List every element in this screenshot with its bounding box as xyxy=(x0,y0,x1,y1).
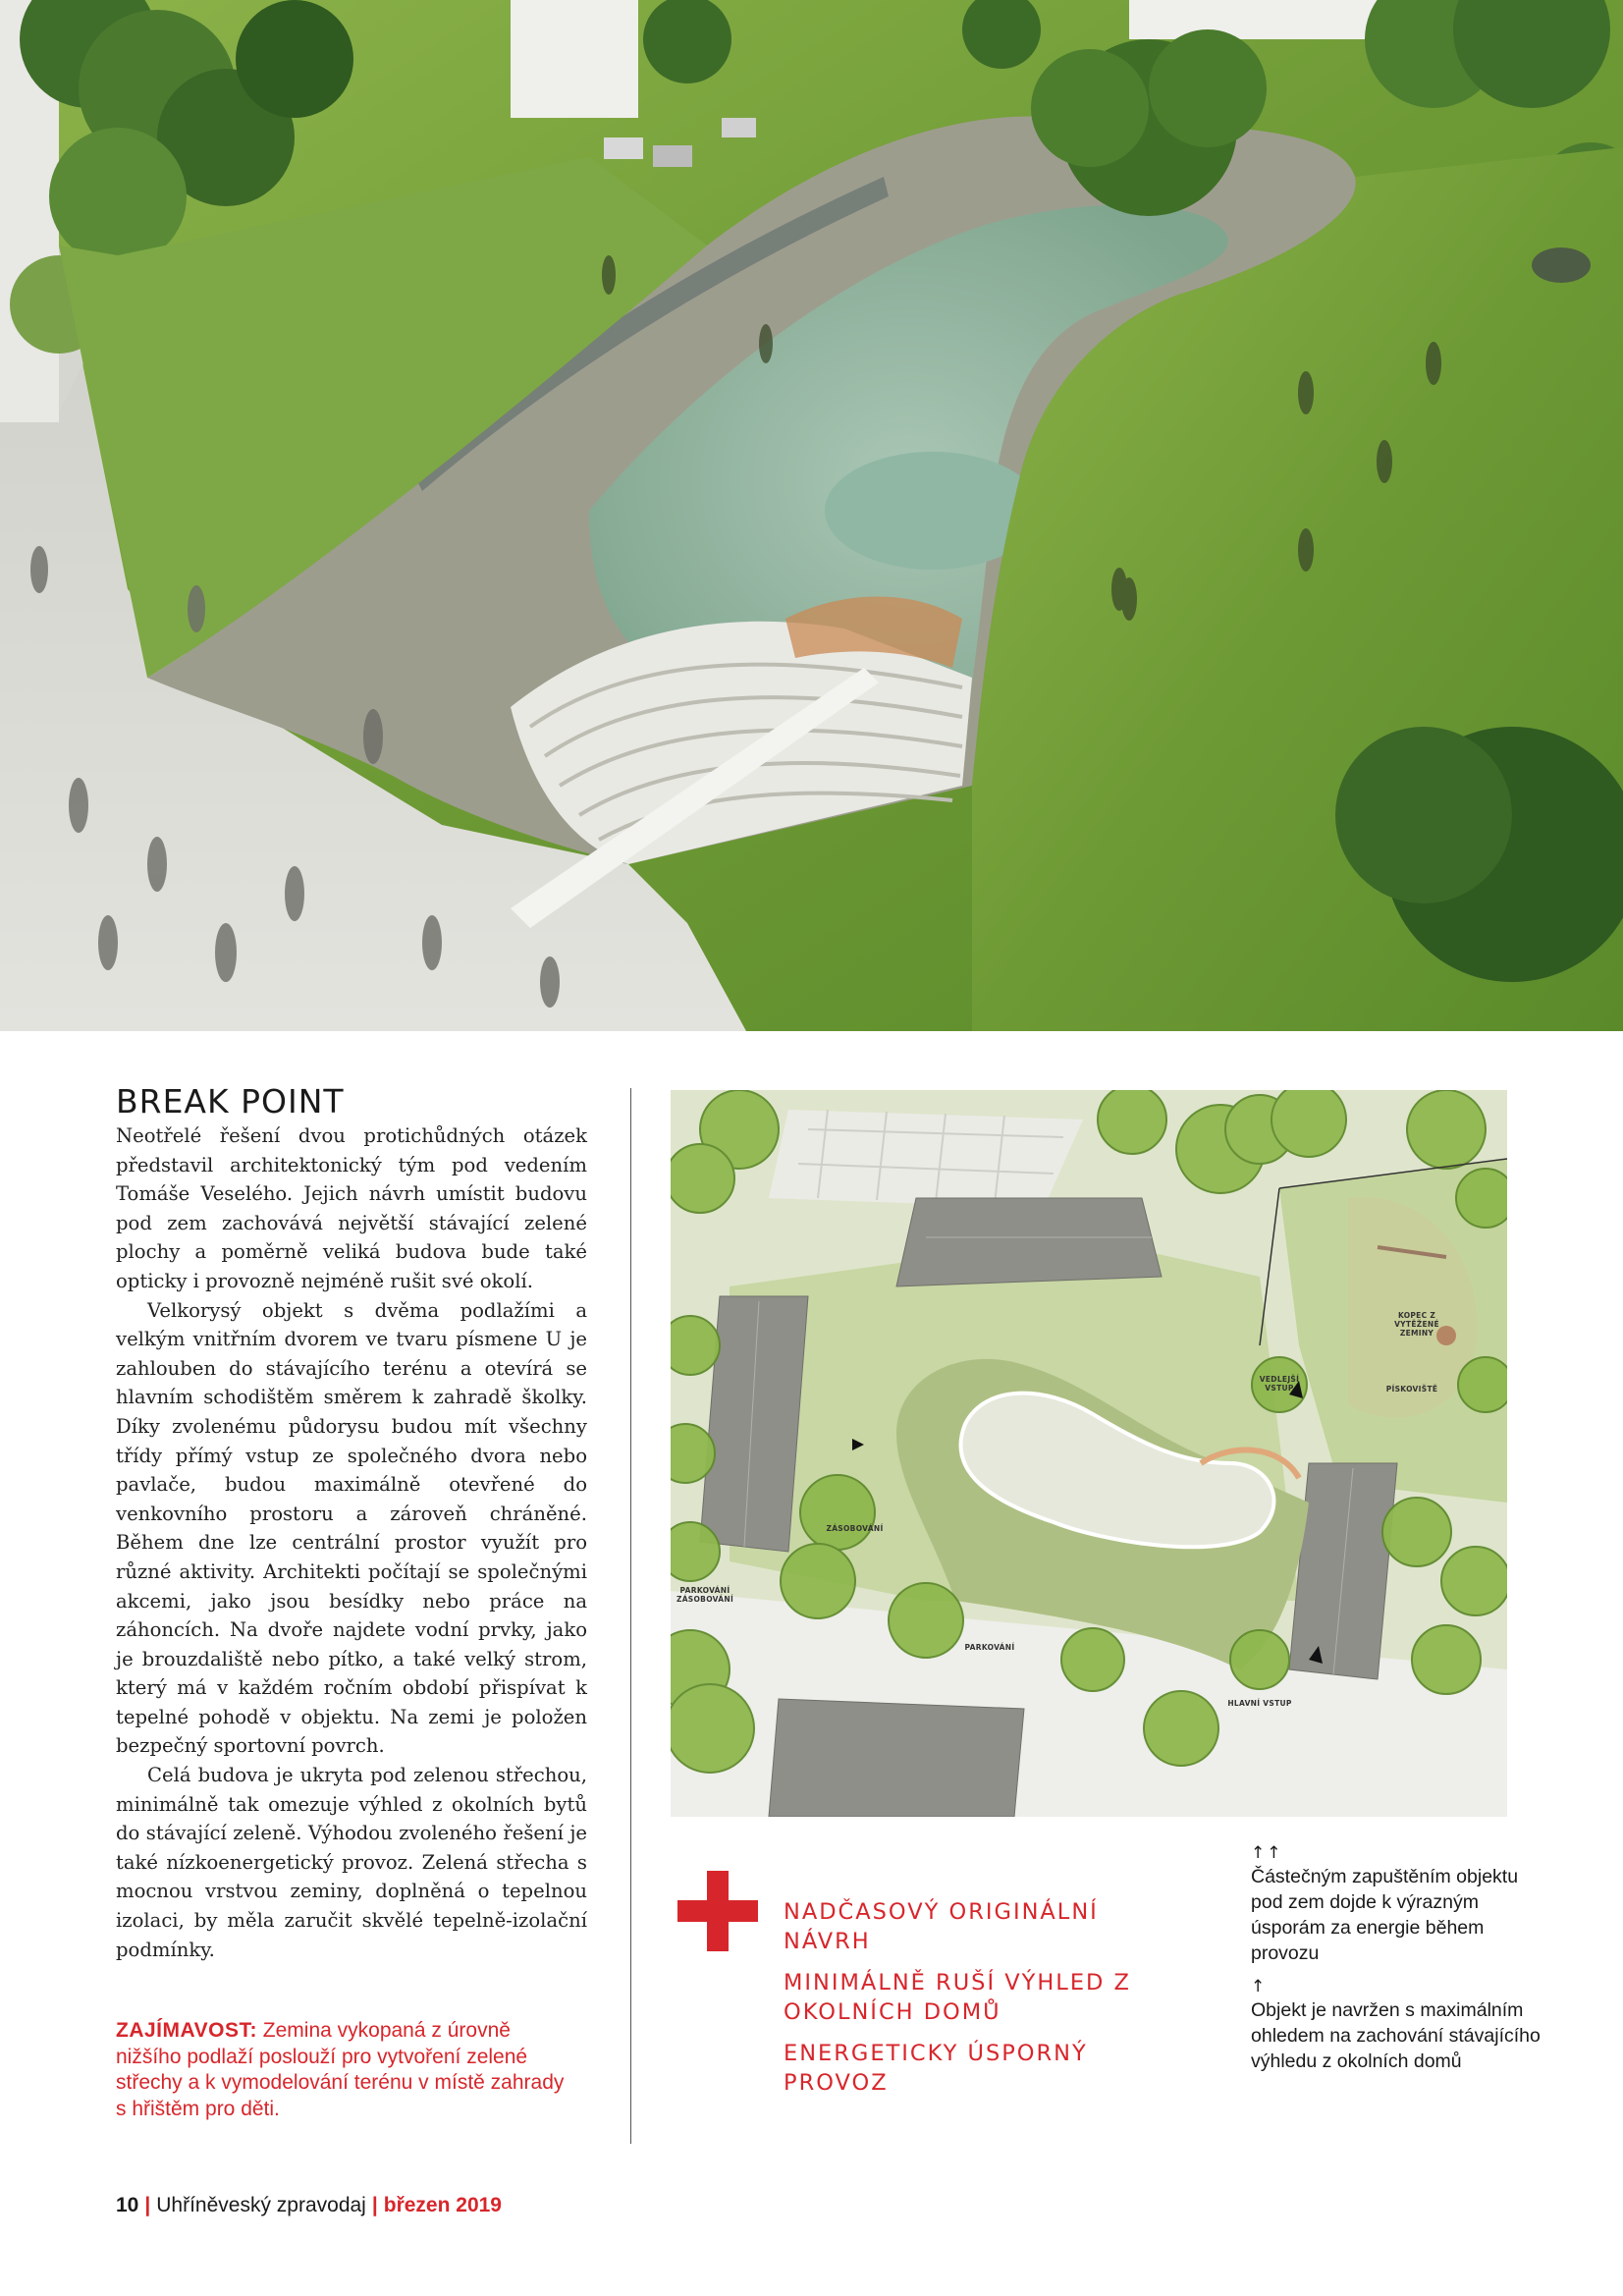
article-body xyxy=(116,1121,587,1964)
plan-label-supply: ZÁSOBOVÁNÍ xyxy=(826,1524,884,1533)
fun-fact-note xyxy=(116,2018,568,2122)
plus-icon xyxy=(677,1871,758,1951)
plan-label-side-entry: VEDLEJŠÍ VSTUP xyxy=(1259,1375,1300,1393)
rendering-illustration xyxy=(0,0,1623,1031)
plan-label-sandpit: PÍSKOVIŠTĚ xyxy=(1385,1385,1438,1394)
article-paragraph: Neotřelé řešení dvou protichůdných otázek představil architektonický tým pod vedením Tomáše Veselého. Jejich návrh umístit budovu pod zem zachovává největší stávající zelené plochy a poměrně veliká budova bude také opticky i provozně nejméně rušit své okolí. xyxy=(116,1124,587,1292)
page-footer xyxy=(116,2194,502,2217)
fact-text: Částečným zapuštěním objektu pod zem dojde k výrazným úsporám za energie během provozu xyxy=(1251,1866,1519,1964)
column-divider xyxy=(630,1088,631,2144)
footer-separator: | xyxy=(371,2194,378,2216)
article-paragraph: Celá budova je ukryta pod zelenou střechou, minimálně tak omezuje výhled z okolních bytů do stávající zeleně. Výhodou zvoleného řešení je také nízkoenergetický provoz. Zelená střecha s mocnou vrstvou zeminy, doplněná o tepelnou izolaci, by měla zaručit skvělé tepelně-izolační podmínky. xyxy=(116,1764,587,1961)
fun-fact-label: ZAJÍMAVOST: xyxy=(116,2019,257,2042)
hero-architectural-rendering xyxy=(0,0,1623,1031)
up-arrow-icon: ↑ xyxy=(1251,1977,1268,1996)
plan-label-parking: PARKOVÁNÍ xyxy=(964,1643,1015,1652)
issue-date: březen 2019 xyxy=(383,2194,502,2216)
fact-item xyxy=(1251,1842,1545,1966)
fun-fact-text: Zemina vykopaná z úrovně nižšího podlaží poslouží pro vytvoření zelené střechy a k vymodelování terénu v místě zahrady s hřištěm pro děti. xyxy=(116,2019,565,2120)
publication-name: Uhříněveský zpravodaj xyxy=(156,2194,366,2216)
article-column xyxy=(116,1082,587,1964)
plan-label-hill: KOPEC Z VYTĚŽENÉ ZEMINY xyxy=(1394,1311,1439,1338)
article-heading: BREAK POINT xyxy=(116,1082,345,1121)
benefit-item: NADČASOVÝ ORIGINÁLNÍ NÁVRH xyxy=(784,1899,1099,1954)
facts-list xyxy=(1251,1842,1545,2084)
fact-item xyxy=(1251,1976,1545,2074)
benefit-item: ENERGETICKY ÚSPORNÝ PROVOZ xyxy=(784,2041,1088,2096)
plan-label-parking-supply: PARKOVÁNÍ ZÁSOBOVÁNÍ xyxy=(676,1586,734,1604)
fact-text: Objekt je navržen s maximálním ohledem na zachování stávajícího výhledu z okolních domů xyxy=(1251,1999,1541,2072)
benefit-item: MINIMÁLNĚ RUŠÍ VÝHLED Z OKOLNÍCH DOMŮ xyxy=(784,1970,1131,2025)
article-paragraph: Velkorysý objekt s dvěma podlažími a velkým vnitřním dvorem ve tvaru písmene U je zahlouben do stávajícího terénu a otevírá se hlavním schodištěm směrem k zahradě školky. Díky zvolenému půdorysu budou mít všechny třídy přímý vstup ze společného dvora nebo pavlače, budou maximálně otevřené do venkovního prostoru a zároveň chráněné. Během dne lze centrální prostor využít pro různé aktivity. Architekti počítají se společnými akcemi, jako jsou besídky nebo práce na záhoncích. Na dvoře najdete vodní prvky, jako je brouzdaliště nebo pítko, a také velký strom, který má v každém ročním období přispívat k tepelné pohodě v objektu. Na zemi je položen bezpečný sportovní povrch. xyxy=(116,1298,587,1758)
plan-label-main-entry: HLAVNÍ VSTUP xyxy=(1227,1699,1292,1708)
benefits-list xyxy=(784,1897,1157,2109)
page-number: 10 xyxy=(116,2194,139,2216)
site-plan-drawing xyxy=(671,1090,1507,1817)
footer-separator: | xyxy=(144,2194,151,2216)
double-up-arrow-icon: ↑↑ xyxy=(1251,1843,1283,1863)
site-plan xyxy=(671,1090,1507,1817)
